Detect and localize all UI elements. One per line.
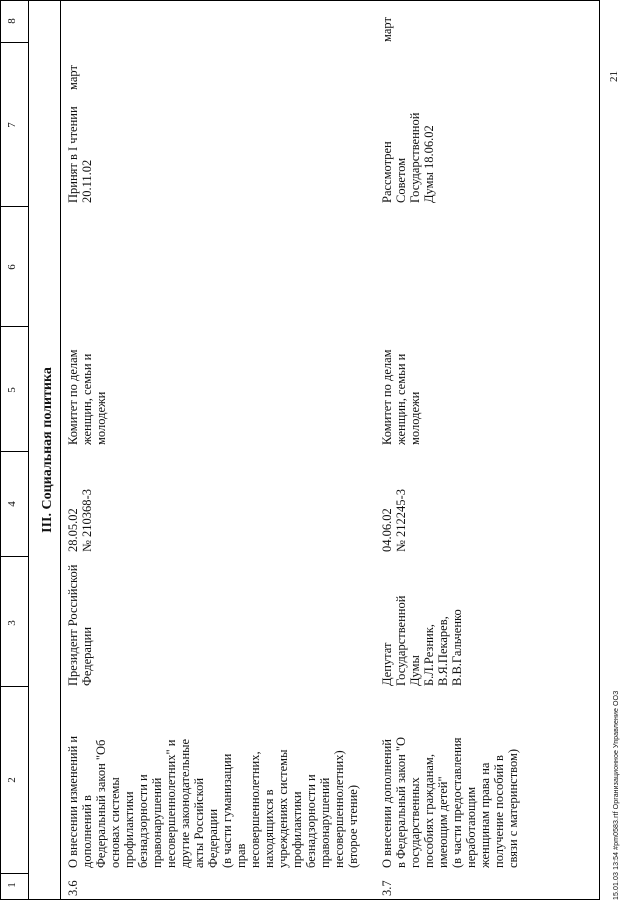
column-number-3: 3 bbox=[6, 620, 18, 626]
row-number: 3.6 bbox=[66, 880, 80, 896]
bill-title: О внесении дополнений в Федеральный закон "О государственных пособиях гражданам, имеющим детей" (в части предоставления неработающим женщинам права на получение пособий в связи с материнством) bbox=[380, 736, 520, 868]
status: Рассмотрен Советом Государственной Думы 18.06.02 bbox=[380, 112, 436, 203]
status: Принят в I чтении 20.11.02 bbox=[66, 106, 94, 203]
header-divider bbox=[28, 0, 29, 900]
month: март bbox=[66, 65, 80, 90]
page-number: 21 bbox=[608, 71, 620, 82]
col-sep-5 bbox=[0, 326, 28, 327]
committee: Комитет по делам женщин, семьи и молодежи bbox=[380, 349, 422, 445]
section-title: III. Социальная политика bbox=[40, 367, 55, 533]
committee: Комитет по делам женщин, семьи и молодежи bbox=[66, 349, 108, 445]
column-number-4: 4 bbox=[6, 501, 18, 507]
column-number-2: 2 bbox=[6, 777, 18, 783]
initiator: Депутат Государственной Думы Б.Л.Резник, В.Я.Пекарев, В.В.Гальченко bbox=[380, 595, 464, 686]
col-sep-4 bbox=[0, 451, 28, 452]
date-number: 28.05.02 № 210368-3 bbox=[66, 489, 94, 552]
initiator: Президент Российской Федерации bbox=[66, 564, 94, 686]
column-number-6: 6 bbox=[6, 264, 18, 270]
column-number-8: 8 bbox=[6, 18, 18, 24]
column-number-1: 1 bbox=[6, 882, 18, 888]
bill-title: О внесении изменений и дополнений в Федеральный закон "Об основах системы профилактики безнадзорности и правонарушений несовершеннолетних" и другие законодательные акты Российской Федерации (в части гуманизации прав несовершеннолетних, находящихся в учреждениях системы профилактики безнадзорности и правонарушений несовершеннолетних) (второе чтение) bbox=[66, 735, 360, 868]
column-number-5: 5 bbox=[6, 387, 18, 393]
footer-left: 15.01.03 13:54 #рm0583.rtf Организационное Управление ООЗ bbox=[613, 690, 620, 900]
section-divider bbox=[60, 0, 61, 900]
month: март bbox=[380, 17, 394, 42]
col-sep-2 bbox=[0, 686, 28, 687]
col-sep-7 bbox=[0, 42, 28, 43]
row-number: 3.7 bbox=[380, 880, 394, 896]
col-sep-6 bbox=[0, 206, 28, 207]
col-sep-3 bbox=[0, 556, 28, 557]
column-number-7: 7 bbox=[6, 122, 18, 128]
date-number: 04.06.02 № 212245-3 bbox=[380, 489, 408, 552]
